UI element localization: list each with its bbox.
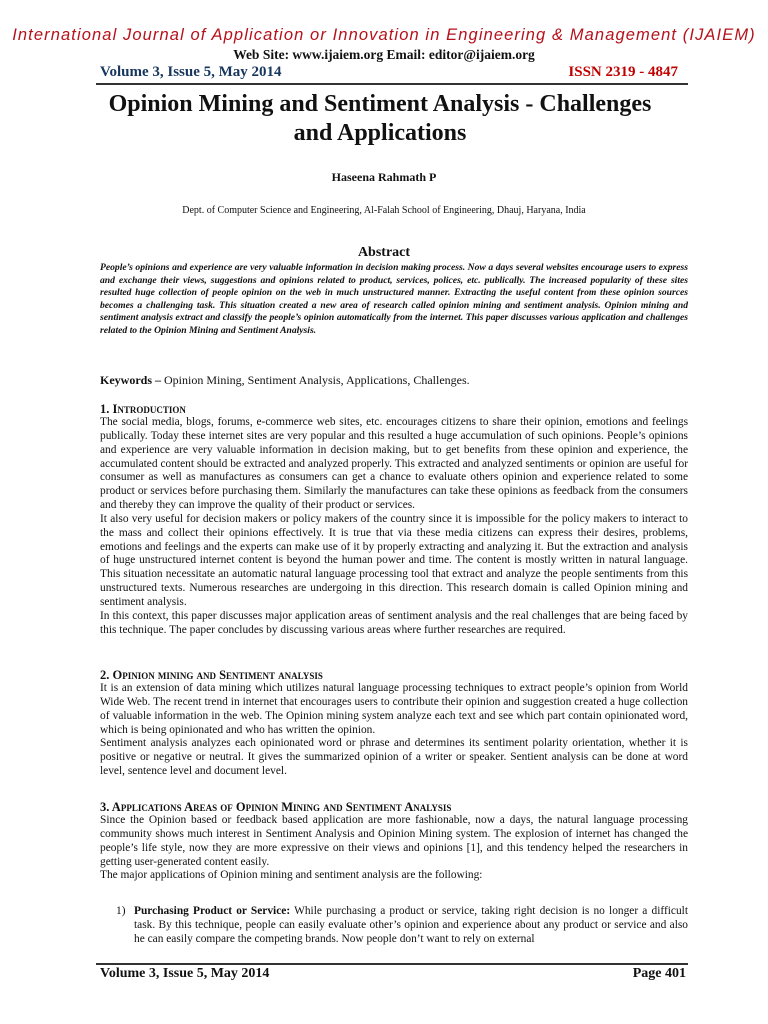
- paragraph: The major applications of Opinion mining and sentiment analysis are the following:: [100, 869, 483, 882]
- paragraph: In this context, this paper discusses major application areas of sentiment analysis and the real challenges that are being faced by this technique. The paper concludes by discussing various areas where further researches are required.: [100, 609, 688, 636]
- section-body-applications: [100, 814, 688, 883]
- list-text: While purchasing a product or service, taking right decision is no longer a difficult task. By this technique, people can easily evaluate other’s opinion and experience about any product or service and also he can easily compare the competing brands. Now people don’t want to rely on external: [134, 905, 688, 945]
- header-volume: Volume 3, Issue 5, May 2014: [100, 64, 282, 80]
- section-heading-opinion-mining: 2. Opinion mining and Sentiment analysis: [100, 668, 323, 682]
- section-body-introduction: [100, 416, 688, 638]
- keywords: [100, 373, 688, 388]
- section-heading-introduction: 1. Introduction: [100, 402, 186, 416]
- paragraph: It also very useful for decision makers or policy makers of the country since it is impossible for the policy makers to interact to the mass and collect their opinions effectively. It is true that via these media citizens can express their desires, problems, emotions and feelings and the experts can make use of it by properly extracting and analyzing it. But the extraction and analysis of huge unstructured internet content is beyond the human power and time. The content is mostly written in natural language. This situation necessitate an automatic natural language processing tool that extract and analyze the people sentiments from this unstructured texts. Numerous researches are undergoing in this direction. This research domain is called Opinion mining and sentiment analysis.: [100, 512, 688, 608]
- abstract-heading: Abstract: [357, 245, 411, 260]
- header-issn: ISSN 2319 - 4847: [568, 64, 678, 80]
- journal-website: Web Site: www.ijaiem.org Email: editor@ijaiem.org: [233, 47, 535, 62]
- paragraph: Since the Opinion based or feedback based application are more fashionable, now a days, the natural language processing community shows much interest in Sentiment Analysis and Opinion Mining system. The explosion of internet has changed the people’s life style, now they are more expressive on their views and opinions [1], and this tendency helped the researchers in getting user-generated content easily.: [100, 814, 688, 868]
- abstract-text: People’s opinions and experience are very valuable information in decision making process. Now a days several websites encourage users to express and exchange their views, suggestions and opinions related to product, services, polices, etc. publically. The increased popularity of these sites resulted huge collection of people opinion on the web in much unstructured manner. Extracting the useful content from these opinion sources becomes a challenging task. This situation created a new area of research called opinion mining and sentiment analysis. Opinion mining and sentiment analysis extract and classify the people’s opinion automatically from the internet. This paper discusses various application and challenges related to the Opinion Mining and Sentiment Analysis.: [100, 262, 688, 336]
- footer-rule: [96, 963, 688, 965]
- list-item: [118, 905, 688, 947]
- section-heading-applications: 3. Applications Areas of Opinion Mining and Sentiment Analysis: [100, 800, 452, 814]
- paragraph: Sentiment analysis analyzes each opinionated word or phrase and determines its sentiment polarity orientation, whether it is positive or negative or neutral. It gives the summarized opinion of a writer or speaker. Sentient analysis can be done at word level, sentence level and document level.: [100, 737, 688, 778]
- journal-name: International Journal of Application or Innovation in Engineering & Management (IJAIEM): [12, 26, 756, 44]
- paragraph: The social media, blogs, forums, e-commerce web sites, etc. encourages citizens to share their opinion, emotions and feelings publically. Today these internet sites are very popular and this resulted a huge accumulation of such opinions. People’s opinions and experience are very valuable information in decision making, but to get benefits from these opinion and experience, the accumulated content should be extracted and analyzed properly. This extracted and analyzed sentiments or opinion are useful for consumer as well as manufactures as consumers can get a chance to evaluate others opinion and experience related to some product or services before purchasing them. Similarly the manufactures can take these opinions as feedback from the consumers and thereby they can improve the quality of their product or services.: [100, 416, 688, 512]
- keywords-label: Keywords –: [100, 373, 161, 387]
- paper-title: Opinion Mining and Sentiment Analysis - Challenges and Applications: [108, 91, 652, 146]
- author-affiliation: Dept. of Computer Science and Engineering, Al-Falah School of Engineering, Dhauj, Haryana, India: [182, 205, 586, 216]
- list-number: 1): [116, 905, 126, 917]
- paragraph: It is an extension of data mining which utilizes natural language processing techniques to extract people’s opinion from World Wide Web. The recent trend in internet that encourages users to contribute their opinion and suggestion created a huge collection of valuable information in the web. The Opinion mining system analyze each text and see which part contain opinionated word, which is being opinionated and who has written the opinion.: [100, 682, 688, 736]
- list-term: Purchasing Product or Service:: [134, 905, 291, 917]
- footer-page-number: Page 401: [632, 966, 686, 981]
- header-rule: [96, 83, 688, 85]
- paper-author: Haseena Rahmath P: [331, 170, 437, 184]
- section-body-opinion-mining: [100, 682, 688, 779]
- footer-volume: Volume 3, Issue 5, May 2014: [100, 966, 270, 981]
- keywords-text: Opinion Mining, Sentiment Analysis, Applications, Challenges.: [161, 373, 470, 387]
